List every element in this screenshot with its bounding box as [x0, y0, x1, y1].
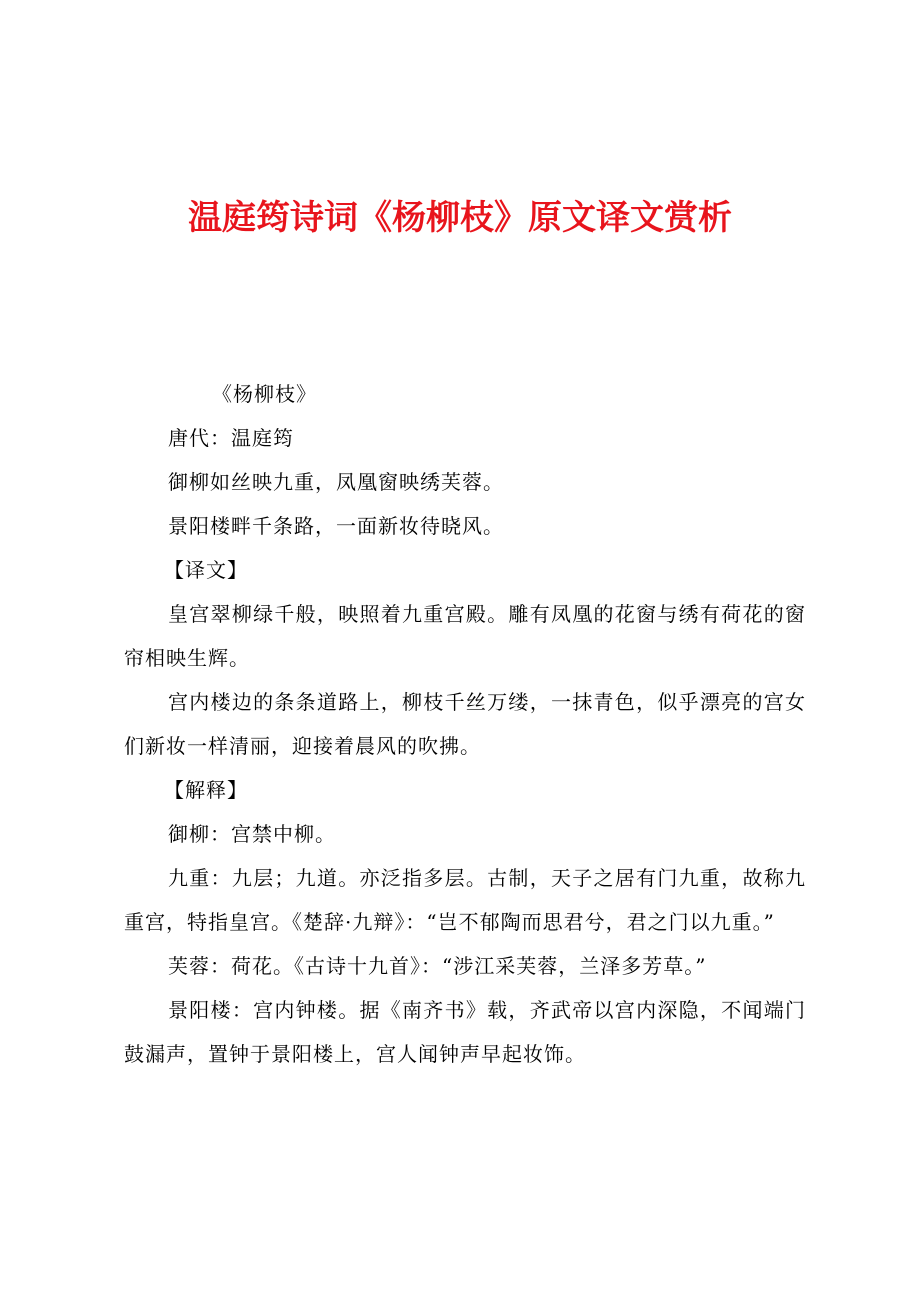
notes-heading: 【解释】 [164, 778, 248, 802]
note-furong: 芙蓉：荷花。《古诗十九首》：“涉江采芙蓉，兰泽多芳草。” [168, 954, 707, 978]
translation-paragraph-2: 宫内楼边的条条道路上，柳枝千丝万缕，一抹青色，似乎漂亮的宫女们新妆一样清丽，迎接着晨风的吹拂。 [124, 690, 806, 758]
poem-line-2: 景阳楼畔千条路，一面新妆待晓风。 [168, 514, 504, 538]
note-yuliu: 御柳：宫禁中柳。 [168, 822, 336, 846]
poem-title: 《杨柳枝》 [212, 382, 317, 406]
author-line: 唐代：温庭筠 [168, 426, 294, 450]
note-jingyanglou: 景阳楼：宫内钟楼。据《南齐书》载，齐武帝以宫内深隐，不闻端门鼓漏声，置钟于景阳楼上，宫人闻钟声早起妆饰。 [124, 998, 806, 1066]
document-title: 温庭筠诗词《杨柳枝》原文译文赏析 [188, 198, 732, 238]
translation-paragraph-1: 皇宫翠柳绿千般，映照着九重宫殿。雕有凤凰的花窗与绣有荷花的窗帘相映生辉。 [124, 602, 806, 670]
note-jiuzhong: 九重：九层；九道。亦泛指多层。古制，天子之居有门九重，故称九重宫，特指皇宫。《楚辞·九辩》：“岂不郁陶而思君兮，君之门以九重。” [124, 866, 806, 934]
poem-line-1: 御柳如丝映九重，凤凰窗映绣芙蓉。 [168, 470, 504, 494]
translation-heading: 【译文】 [164, 558, 248, 582]
document-body [124, 372, 806, 1076]
